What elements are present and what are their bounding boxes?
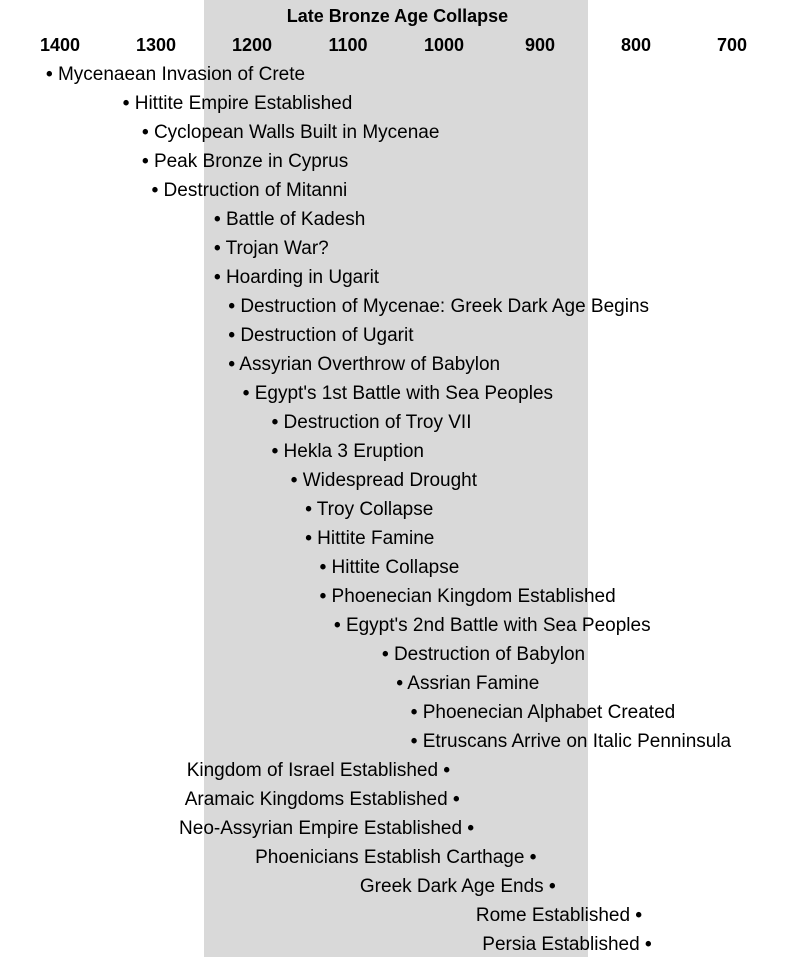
event-marker: • [396,673,404,694]
timeline-event [142,151,348,173]
event-marker: • [214,238,221,259]
x-tick-label: 800 [620,35,652,55]
timeline-event [382,644,585,666]
event-marker: • [334,615,341,636]
event-marker: • [228,296,236,317]
event-label: Greek Dark Age Ends [359,876,544,897]
timeline-event [272,412,472,434]
event-label: Persia Established [482,934,640,955]
x-tick-label: 700 [716,35,748,55]
event-label: Destruction of Babylon [393,644,586,665]
event-marker: • [548,876,556,897]
event-label: Trojan War? [225,238,329,259]
timeline-event [46,64,305,86]
event-marker: • [529,847,537,868]
timeline-event [123,93,352,115]
timeline-event [320,557,460,579]
timeline-event [142,122,439,144]
event-marker: • [122,93,130,114]
event-label: Widespread Drought [302,470,477,491]
event-marker: • [452,789,460,810]
event-marker: • [305,528,312,549]
event-label: Cyclopean Walls Built in Mycenae [153,122,440,143]
event-label: Phoenecian Alphabet Created [422,702,676,723]
event-marker: • [142,151,149,172]
timeline-event [228,325,413,347]
event-label: Egypt's 2nd Battle with Sea Peoples [345,615,651,636]
event-marker: • [635,905,642,926]
event-label: Assyrian Overthrow of Babylon [239,354,501,375]
timeline-event [396,673,539,695]
event-label: Aramaic Kingdoms Established [184,789,448,810]
event-marker: • [214,267,221,288]
x-tick-label: 1000 [423,35,465,55]
event-label: Destruction of Troy VII [283,412,472,433]
timeline-event [243,383,553,405]
timeline-event [482,934,651,956]
event-label: Egypt's 1st Battle with Sea Peoples [254,383,554,404]
timeline-event [305,499,433,521]
event-label: Hoarding in Ugarit [225,267,380,288]
event-marker: • [319,586,327,607]
event-marker: • [382,644,389,665]
timeline-event [214,238,329,260]
timeline-event [187,760,450,782]
event-label: Phoenicians Establish Carthage [255,847,525,868]
event-label: Hekla 3 Eruption [283,441,424,462]
event-label: Etruscans Arrive on Italic Penninsula [422,731,732,752]
event-marker: • [644,934,652,955]
event-label: Peak Bronze in Cyprus [153,151,349,172]
event-label: Destruction of Ugarit [240,325,414,346]
timeline-event [272,441,424,463]
event-label: Hittite Famine [317,528,435,549]
event-marker: • [443,760,450,781]
event-label: Kingdom of Israel Established [186,760,439,781]
event-marker: • [410,702,418,723]
event-marker: • [271,412,279,433]
timeline-event [214,209,365,231]
event-label: Assrian Famine [407,673,540,694]
event-label: Troy Collapse [316,499,434,520]
event-label: Phoenecian Kingdom Established [331,586,616,607]
event-label: Destruction of Mitanni [163,180,348,201]
event-marker: • [319,557,327,578]
event-label: Neo-Assyrian Empire Established [179,818,463,839]
event-marker: • [305,499,312,520]
timeline-event [185,789,460,811]
event-marker: • [467,818,474,839]
event-marker: • [410,731,418,752]
chart-title: Late Bronze Age Collapse [286,6,509,26]
timeline-event [255,847,536,869]
timeline-event [320,586,616,608]
timeline-event [334,615,651,637]
event-label: Destruction of Mycenae: Greek Dark Age Begins [240,296,650,317]
timeline-event [476,905,642,927]
x-tick-label: 900 [524,35,556,55]
event-marker: • [290,470,298,491]
event-marker: • [228,354,236,375]
x-tick-label: 1100 [328,35,368,55]
event-marker: • [46,64,53,85]
event-marker: • [242,383,250,404]
timeline-event [228,296,649,318]
timeline-event [214,267,379,289]
event-label: Hittite Collapse [331,557,460,578]
timeline-event [291,470,477,492]
timeline-event [228,354,500,376]
event-label: Mycenaean Invasion of Crete [57,64,306,85]
event-marker: • [214,209,221,230]
timeline-event [411,731,731,753]
event-marker: • [142,122,149,143]
event-marker: • [271,441,279,462]
timeline-event [179,818,474,840]
timeline-event [152,180,348,202]
event-label: Battle of Kadesh [225,209,366,230]
x-tick-label: 1300 [135,35,177,55]
timeline-event [305,528,434,550]
timeline-event [411,702,675,724]
event-label: Hittite Empire Established [134,93,353,114]
event-marker: • [151,180,159,201]
event-marker: • [228,325,236,346]
timeline-event [360,876,556,898]
x-tick-label: 1400 [39,35,81,55]
x-tick-label: 1200 [231,35,273,55]
event-label: Rome Established [475,905,631,926]
